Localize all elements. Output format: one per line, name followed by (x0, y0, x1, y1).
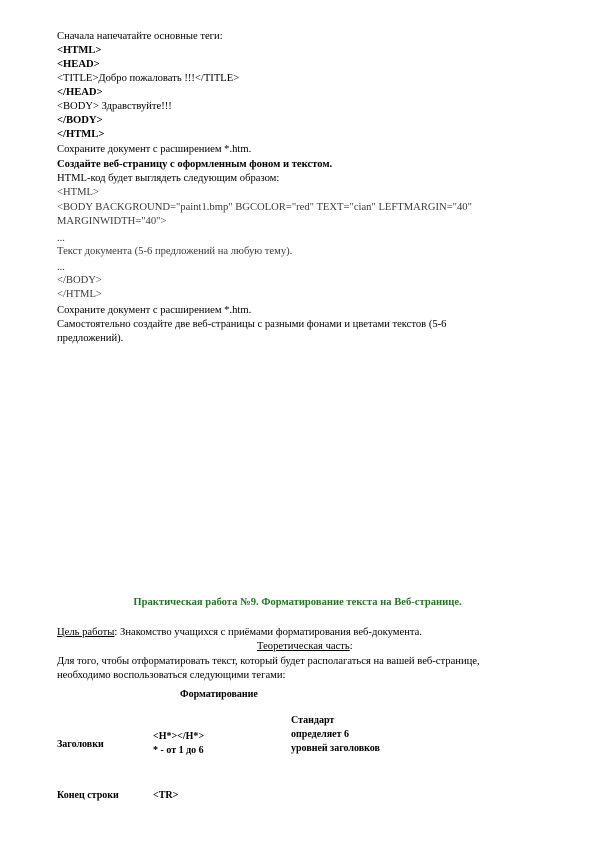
code-line: ... (57, 262, 65, 273)
row-name: Заголовки (57, 739, 104, 750)
code-line: MARGINWIDTH="40"> (57, 216, 167, 227)
text-line: Создайте веб-страницу с оформленным фоном и текстом. (57, 159, 333, 170)
row-tag: <TR> (153, 790, 179, 801)
code-line: <TITLE>Добро пожаловать !!!</TITLE> (57, 73, 240, 84)
row-tag-note: * - от 1 до 6 (153, 745, 204, 756)
intro-line: необходимо воспользоваться следующими тегами: (57, 670, 286, 681)
text-line: предложений). (57, 333, 124, 344)
code-line: <BODY> Здравствуйте!!! (57, 101, 172, 112)
goal-text: : Знакомство учащихся с приёмами форматирования веб-документа. (114, 627, 422, 638)
code-line: </HTML> (57, 129, 105, 140)
table-header: Форматирование (180, 689, 258, 700)
text-line: Сохраните документ с расширением *.htm. (57, 144, 252, 155)
code-line: <HTML> (57, 45, 102, 56)
row-tag: <H*></H*> (153, 731, 205, 742)
text-line: Самостоятельно создайте две веб-страницы с разными фонами и цветами текстов (5-6 (57, 319, 447, 330)
text-line: HTML-код будет выглядеть следующим образом: (57, 173, 280, 184)
code-line: </BODY> (57, 275, 102, 286)
row-name: Конец строки (57, 790, 119, 801)
code-line: </BODY> (57, 115, 103, 126)
row-description: Стандарт определяет 6 уровней заголовков (291, 715, 380, 754)
code-line: <BODY BACKGROUND="paint1.bmp" BGCOLOR="red" TEXT="cian" LEFTMARGIN="40" (57, 202, 472, 213)
text-line: Текст документа (5-6 предложений на любую тему). (57, 246, 293, 257)
theory-colon: : (349, 641, 353, 652)
code-line: ... (57, 233, 65, 244)
text-line: Сохраните документ с расширением *.htm. (57, 305, 252, 316)
code-line: <HTML> (57, 187, 99, 198)
section-title: Практическая работа №9. Форматирование текста на Веб-странице. (133, 597, 462, 608)
goal-line (57, 626, 422, 640)
intro-line: Для того, чтобы отформатировать текст, который будет располагаться на вашей веб-странице, (57, 656, 480, 667)
text-line: Сначала напечатайте основные теги: (57, 31, 223, 42)
code-line: <HEAD> (57, 59, 100, 70)
theory-label: Теоретическая часть (257, 641, 350, 652)
code-line: </HTML> (57, 289, 102, 300)
goal-label: Цель работы (57, 627, 115, 638)
code-line: </HEAD> (57, 87, 103, 98)
theory-heading (257, 640, 353, 654)
